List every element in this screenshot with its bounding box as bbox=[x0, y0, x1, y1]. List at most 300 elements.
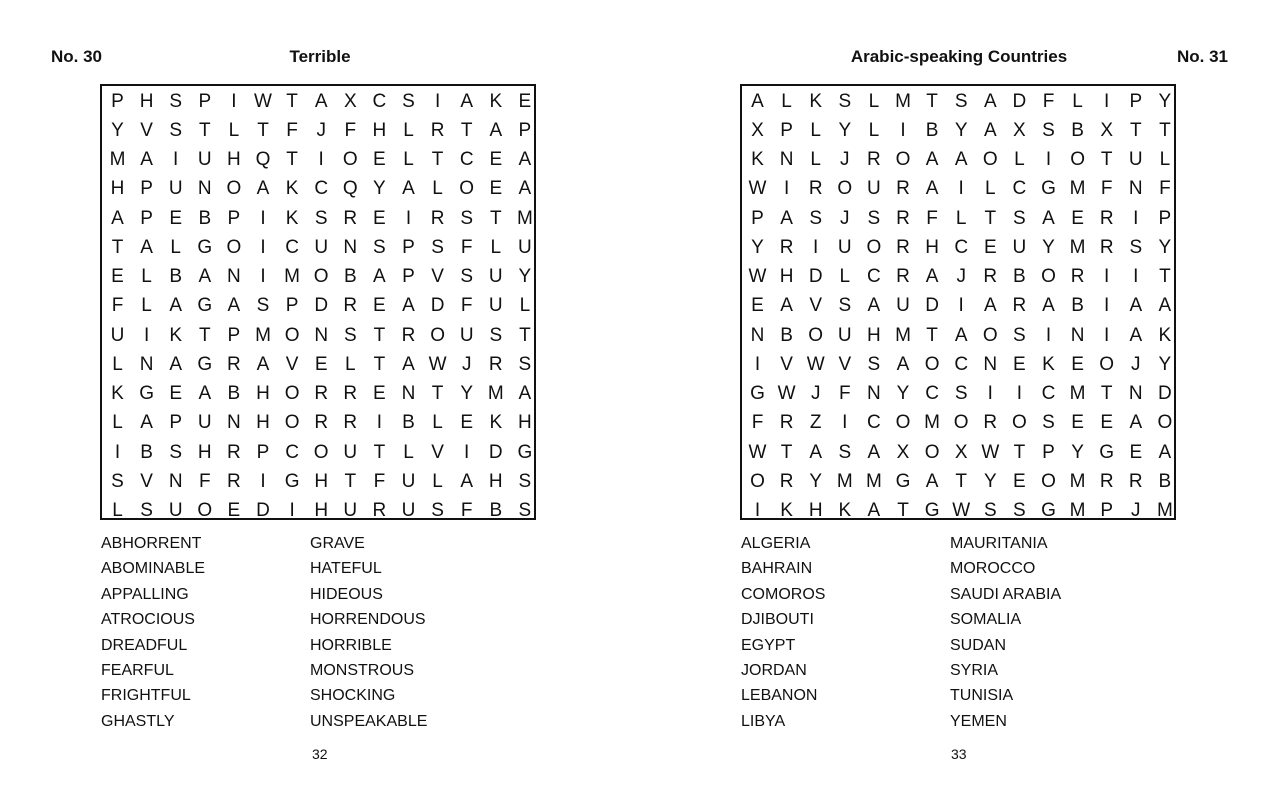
grid-letter[interactable]: T bbox=[198, 324, 211, 346]
grid-letter[interactable]: J bbox=[1131, 500, 1141, 521]
grid-letter[interactable]: K bbox=[489, 412, 503, 434]
grid-letter[interactable]: Y bbox=[111, 119, 124, 141]
grid-letter[interactable]: K bbox=[780, 500, 793, 521]
grid-letter[interactable]: T bbox=[519, 324, 531, 346]
grid-letter[interactable]: S bbox=[140, 500, 153, 521]
grid-letter[interactable]: F bbox=[460, 236, 473, 258]
grid-letter[interactable]: P bbox=[1100, 500, 1114, 521]
grid-letter[interactable]: O bbox=[866, 236, 882, 258]
grid-letter[interactable]: A bbox=[954, 149, 968, 170]
grid-letter[interactable]: L bbox=[781, 90, 792, 112]
grid-letter[interactable]: F bbox=[1100, 178, 1113, 200]
grid-letter[interactable]: F bbox=[1159, 178, 1171, 200]
grid-letter[interactable]: N bbox=[343, 236, 358, 258]
grid-letter[interactable]: U bbox=[488, 266, 503, 287]
grid-letter[interactable]: M bbox=[284, 266, 300, 287]
grid-letter[interactable]: A bbox=[227, 295, 241, 317]
grid-letter[interactable]: F bbox=[751, 412, 764, 434]
grid-letter[interactable]: R bbox=[983, 266, 998, 287]
grid-letter[interactable]: I bbox=[1104, 324, 1110, 346]
grid-letter[interactable]: F bbox=[460, 500, 473, 521]
grid-letter[interactable]: W bbox=[806, 353, 825, 375]
grid-letter[interactable]: A bbox=[518, 149, 532, 170]
grid-letter[interactable]: L bbox=[1014, 149, 1025, 170]
grid-letter[interactable]: H bbox=[314, 500, 329, 521]
grid-letter[interactable]: B bbox=[227, 383, 241, 404]
grid-letter[interactable]: B bbox=[140, 441, 153, 463]
grid-letter[interactable]: U bbox=[110, 324, 125, 346]
grid-letter[interactable]: C bbox=[867, 412, 881, 434]
grid-letter[interactable]: M bbox=[895, 90, 911, 112]
grid-letter[interactable]: A bbox=[954, 324, 968, 346]
grid-letter[interactable]: K bbox=[111, 383, 124, 404]
grid-letter[interactable]: A bbox=[1129, 324, 1143, 346]
grid-letter[interactable]: U bbox=[1128, 149, 1143, 170]
grid-letter[interactable]: T bbox=[1013, 441, 1026, 463]
grid-letter[interactable]: S bbox=[460, 207, 474, 229]
grid-letter[interactable]: D bbox=[430, 295, 445, 317]
grid-letter[interactable]: S bbox=[373, 236, 386, 258]
grid-letter[interactable]: S bbox=[1013, 500, 1026, 521]
grid-letter[interactable]: O bbox=[1041, 266, 1056, 287]
grid-letter[interactable]: A bbox=[169, 295, 183, 317]
grid-letter[interactable]: N bbox=[168, 470, 183, 492]
grid-letter[interactable]: I bbox=[1104, 90, 1110, 112]
grid-letter[interactable]: D bbox=[808, 266, 823, 287]
grid-letter[interactable]: X bbox=[896, 441, 910, 463]
grid-letter[interactable]: R bbox=[779, 236, 794, 258]
grid-letter[interactable]: L bbox=[868, 119, 880, 141]
grid-letter[interactable]: W bbox=[777, 383, 796, 404]
grid-letter[interactable]: V bbox=[838, 353, 852, 375]
grid-letter[interactable]: Y bbox=[751, 236, 764, 258]
grid-letter[interactable]: I bbox=[1045, 149, 1052, 170]
grid-letter[interactable]: S bbox=[256, 295, 270, 317]
grid-letter[interactable]: A bbox=[809, 441, 823, 463]
grid-letter[interactable]: C bbox=[954, 236, 969, 258]
grid-letter[interactable]: K bbox=[838, 500, 852, 521]
grid-letter[interactable]: E bbox=[1071, 207, 1084, 229]
grid-letter[interactable]: J bbox=[956, 266, 966, 287]
grid-letter[interactable]: L bbox=[112, 500, 123, 521]
grid-letter[interactable]: U bbox=[896, 295, 910, 317]
grid-letter[interactable]: Q bbox=[342, 178, 358, 200]
grid-letter[interactable]: A bbox=[780, 207, 793, 229]
grid-letter[interactable]: N bbox=[227, 412, 241, 434]
grid-letter[interactable]: B bbox=[780, 324, 793, 346]
grid-letter[interactable]: I bbox=[1016, 383, 1023, 404]
grid-letter[interactable]: L bbox=[112, 353, 123, 375]
grid-letter[interactable]: R bbox=[343, 295, 358, 317]
grid-letter[interactable]: M bbox=[487, 383, 504, 404]
grid-letter[interactable]: P bbox=[780, 119, 793, 141]
grid-letter[interactable]: H bbox=[227, 149, 241, 170]
grid-letter[interactable]: T bbox=[373, 324, 386, 346]
grid-letter[interactable]: B bbox=[1158, 470, 1172, 492]
grid-letter[interactable]: U bbox=[197, 149, 212, 170]
grid-letter[interactable]: R bbox=[1012, 295, 1027, 317]
grid-letter[interactable]: D bbox=[314, 295, 329, 317]
grid-letter[interactable]: T bbox=[926, 324, 938, 346]
grid-letter[interactable]: N bbox=[750, 324, 765, 346]
grid-letter[interactable]: S bbox=[111, 470, 124, 492]
grid-letter[interactable]: J bbox=[840, 149, 850, 170]
grid-letter[interactable]: G bbox=[197, 295, 213, 317]
grid-letter[interactable]: K bbox=[169, 324, 183, 346]
grid-letter[interactable]: S bbox=[489, 324, 503, 346]
grid-letter[interactable]: Y bbox=[954, 119, 968, 141]
grid-letter[interactable]: Y bbox=[809, 470, 823, 492]
grid-letter[interactable]: Y bbox=[1158, 353, 1172, 375]
grid-letter[interactable]: O bbox=[284, 383, 300, 404]
grid-letter[interactable]: R bbox=[1099, 207, 1114, 229]
grid-letter[interactable]: I bbox=[260, 266, 266, 287]
grid-letter[interactable]: O bbox=[430, 324, 445, 346]
grid-letter[interactable]: I bbox=[231, 90, 237, 112]
grid-letter[interactable]: H bbox=[256, 412, 270, 434]
grid-letter[interactable]: O bbox=[953, 412, 969, 434]
grid-letter[interactable]: E bbox=[1129, 441, 1143, 463]
grid-letter[interactable]: T bbox=[198, 119, 211, 141]
grid-letter[interactable]: S bbox=[1013, 324, 1026, 346]
grid-letter[interactable]: L bbox=[1072, 90, 1083, 112]
grid-letter[interactable]: R bbox=[343, 412, 358, 434]
grid-letter[interactable]: U bbox=[1012, 236, 1027, 258]
grid-letter[interactable]: A bbox=[1129, 295, 1143, 317]
grid-letter[interactable]: H bbox=[867, 324, 881, 346]
grid-letter[interactable]: U bbox=[401, 500, 416, 521]
grid-letter[interactable]: I bbox=[754, 353, 761, 375]
grid-letter[interactable]: C bbox=[372, 90, 387, 112]
grid-letter[interactable]: X bbox=[343, 90, 357, 112]
grid-letter[interactable]: S bbox=[343, 324, 357, 346]
grid-letter[interactable]: C bbox=[1041, 383, 1056, 404]
grid-letter[interactable]: I bbox=[1104, 295, 1110, 317]
grid-letter[interactable]: S bbox=[402, 90, 415, 112]
grid-letter[interactable]: L bbox=[228, 119, 240, 141]
grid-letter[interactable]: D bbox=[925, 295, 939, 317]
grid-letter[interactable]: B bbox=[1013, 266, 1026, 287]
grid-letter[interactable]: L bbox=[141, 266, 152, 287]
grid-letter[interactable]: I bbox=[754, 500, 761, 521]
grid-letter[interactable]: I bbox=[405, 207, 412, 229]
grid-letter[interactable]: O bbox=[750, 470, 765, 492]
grid-letter[interactable]: G bbox=[284, 470, 300, 492]
grid-letter[interactable]: N bbox=[401, 383, 416, 404]
grid-letter[interactable]: Y bbox=[1158, 236, 1172, 258]
grid-letter[interactable]: O bbox=[808, 324, 824, 346]
grid-letter[interactable]: A bbox=[867, 441, 881, 463]
grid-letter[interactable]: S bbox=[1042, 412, 1055, 434]
grid-letter[interactable]: L bbox=[810, 149, 821, 170]
grid-letter[interactable]: E bbox=[1100, 412, 1114, 434]
grid-letter[interactable]: I bbox=[260, 470, 266, 492]
grid-letter[interactable]: E bbox=[373, 149, 386, 170]
grid-letter[interactable]: T bbox=[1100, 149, 1113, 170]
grid-letter[interactable]: C bbox=[459, 149, 474, 170]
grid-letter[interactable]: M bbox=[836, 470, 853, 492]
grid-letter[interactable]: W bbox=[748, 441, 767, 463]
grid-letter[interactable]: P bbox=[1129, 90, 1143, 112]
grid-letter[interactable]: R bbox=[983, 412, 998, 434]
grid-letter[interactable]: M bbox=[924, 412, 940, 434]
grid-letter[interactable]: A bbox=[111, 207, 124, 229]
grid-letter[interactable]: B bbox=[343, 266, 357, 287]
grid-letter[interactable]: M bbox=[255, 324, 271, 346]
grid-letter[interactable]: N bbox=[867, 383, 881, 404]
grid-letter[interactable]: P bbox=[140, 178, 153, 200]
grid-letter[interactable]: L bbox=[345, 353, 356, 375]
grid-letter[interactable]: C bbox=[314, 178, 329, 200]
grid-letter[interactable]: P bbox=[751, 207, 764, 229]
grid-letter[interactable]: J bbox=[840, 207, 850, 229]
grid-letter[interactable]: I bbox=[1045, 324, 1052, 346]
grid-letter[interactable]: A bbox=[140, 149, 153, 170]
grid-letter[interactable]: O bbox=[342, 149, 358, 170]
grid-letter[interactable]: L bbox=[112, 412, 123, 434]
grid-letter[interactable]: N bbox=[1128, 383, 1143, 404]
grid-letter[interactable]: K bbox=[1158, 324, 1172, 346]
grid-letter[interactable]: R bbox=[227, 353, 241, 375]
grid-letter[interactable]: G bbox=[750, 383, 765, 404]
grid-letter[interactable]: P bbox=[402, 236, 415, 258]
grid-letter[interactable]: U bbox=[837, 324, 852, 346]
grid-letter[interactable]: I bbox=[260, 207, 266, 229]
grid-letter[interactable]: A bbox=[925, 470, 939, 492]
grid-letter[interactable]: U bbox=[168, 500, 183, 521]
grid-letter[interactable]: M bbox=[109, 149, 126, 170]
grid-letter[interactable]: E bbox=[314, 353, 328, 375]
grid-letter[interactable]: B bbox=[169, 266, 183, 287]
grid-letter[interactable]: G bbox=[895, 470, 911, 492]
grid-letter[interactable]: R bbox=[314, 412, 329, 434]
grid-letter[interactable]: U bbox=[197, 412, 212, 434]
grid-letter[interactable]: Y bbox=[373, 178, 386, 200]
grid-letter[interactable]: Y bbox=[460, 383, 474, 404]
grid-letter[interactable]: O bbox=[284, 412, 300, 434]
grid-letter[interactable]: A bbox=[1158, 295, 1172, 317]
grid-letter[interactable]: F bbox=[926, 207, 938, 229]
grid-letter[interactable]: O bbox=[1041, 470, 1056, 492]
grid-letter[interactable]: A bbox=[140, 412, 153, 434]
grid-letter[interactable]: A bbox=[373, 266, 386, 287]
grid-letter[interactable]: T bbox=[489, 207, 502, 229]
grid-letter[interactable]: R bbox=[896, 266, 910, 287]
grid-letter[interactable]: T bbox=[897, 500, 909, 521]
grid-letter[interactable]: C bbox=[867, 266, 881, 287]
grid-letter[interactable]: W bbox=[748, 178, 767, 200]
grid-letter[interactable]: O bbox=[226, 178, 242, 200]
grid-letter[interactable]: A bbox=[867, 500, 881, 521]
grid-letter[interactable]: E bbox=[227, 500, 241, 521]
grid-letter[interactable]: T bbox=[286, 90, 298, 112]
grid-letter[interactable]: E bbox=[1013, 470, 1026, 492]
grid-letter[interactable]: U bbox=[459, 324, 474, 346]
grid-letter[interactable]: M bbox=[1156, 500, 1173, 521]
grid-letter[interactable]: A bbox=[1158, 441, 1172, 463]
grid-letter[interactable]: I bbox=[958, 295, 964, 317]
grid-letter[interactable]: R bbox=[314, 383, 329, 404]
grid-letter[interactable]: E bbox=[111, 266, 124, 287]
grid-letter[interactable]: L bbox=[810, 119, 821, 141]
grid-letter[interactable]: S bbox=[838, 295, 852, 317]
grid-letter[interactable]: H bbox=[925, 236, 939, 258]
grid-letter[interactable]: A bbox=[256, 353, 270, 375]
grid-letter[interactable]: L bbox=[519, 295, 531, 317]
grid-letter[interactable]: R bbox=[1099, 236, 1114, 258]
grid-letter[interactable]: M bbox=[1069, 383, 1086, 404]
grid-letter[interactable]: Y bbox=[983, 470, 997, 492]
grid-letter[interactable]: G bbox=[1041, 500, 1056, 521]
grid-letter[interactable]: P bbox=[256, 441, 270, 463]
grid-letter[interactable]: K bbox=[809, 90, 823, 112]
grid-letter[interactable]: M bbox=[1069, 236, 1086, 258]
grid-letter[interactable]: N bbox=[197, 178, 212, 200]
grid-letter[interactable]: A bbox=[402, 295, 415, 317]
grid-letter[interactable]: E bbox=[460, 412, 474, 434]
grid-letter[interactable]: O bbox=[197, 500, 213, 521]
grid-letter[interactable]: U bbox=[401, 470, 416, 492]
grid-letter[interactable]: L bbox=[1159, 149, 1171, 170]
grid-letter[interactable]: T bbox=[431, 149, 444, 170]
grid-letter[interactable]: G bbox=[924, 500, 940, 521]
grid-letter[interactable]: L bbox=[985, 178, 996, 200]
grid-letter[interactable]: A bbox=[402, 178, 415, 200]
grid-letter[interactable]: L bbox=[432, 178, 443, 200]
grid-letter[interactable]: S bbox=[1042, 119, 1055, 141]
grid-letter[interactable]: H bbox=[518, 412, 532, 434]
grid-letter[interactable]: Q bbox=[255, 149, 271, 170]
grid-letter[interactable]: K bbox=[489, 90, 503, 112]
grid-letter[interactable]: S bbox=[460, 266, 474, 287]
grid-letter[interactable]: H bbox=[256, 383, 270, 404]
grid-letter[interactable]: E bbox=[751, 295, 764, 317]
grid-letter[interactable]: R bbox=[1070, 266, 1085, 287]
grid-letter[interactable]: I bbox=[289, 500, 295, 521]
grid-letter[interactable]: H bbox=[314, 470, 329, 492]
grid-letter[interactable]: U bbox=[314, 236, 329, 258]
grid-letter[interactable]: P bbox=[227, 207, 241, 229]
grid-letter[interactable]: W bbox=[254, 90, 272, 112]
grid-letter[interactable]: R bbox=[227, 470, 241, 492]
grid-letter[interactable]: M bbox=[895, 324, 911, 346]
grid-letter[interactable]: F bbox=[460, 295, 473, 317]
grid-letter[interactable]: L bbox=[170, 236, 181, 258]
grid-letter[interactable]: L bbox=[432, 470, 443, 492]
grid-letter[interactable]: D bbox=[256, 500, 270, 521]
grid-letter[interactable]: F bbox=[344, 119, 357, 141]
grid-letter[interactable]: R bbox=[808, 178, 823, 200]
grid-letter[interactable]: R bbox=[896, 178, 910, 200]
grid-letter[interactable]: A bbox=[140, 236, 153, 258]
grid-letter[interactable]: I bbox=[260, 236, 266, 258]
grid-letter[interactable]: U bbox=[867, 178, 881, 200]
grid-letter[interactable]: S bbox=[867, 353, 881, 375]
grid-letter[interactable]: E bbox=[489, 149, 503, 170]
grid-letter[interactable]: A bbox=[780, 295, 793, 317]
grid-letter[interactable]: F bbox=[111, 295, 124, 317]
grid-letter[interactable]: P bbox=[1042, 441, 1055, 463]
grid-letter[interactable]: N bbox=[314, 324, 329, 346]
grid-letter[interactable]: A bbox=[256, 178, 270, 200]
grid-letter[interactable]: X bbox=[954, 441, 968, 463]
grid-letter[interactable]: A bbox=[983, 90, 997, 112]
grid-letter[interactable]: A bbox=[751, 90, 764, 112]
grid-letter[interactable]: R bbox=[343, 383, 358, 404]
grid-letter[interactable]: A bbox=[925, 149, 939, 170]
grid-letter[interactable]: E bbox=[373, 295, 386, 317]
grid-letter[interactable]: Y bbox=[1071, 441, 1084, 463]
grid-letter[interactable]: S bbox=[867, 207, 881, 229]
grid-letter[interactable]: L bbox=[403, 119, 414, 141]
grid-letter[interactable]: U bbox=[488, 295, 503, 317]
grid-letter[interactable]: A bbox=[896, 353, 910, 375]
grid-letter[interactable]: A bbox=[198, 266, 212, 287]
grid-letter[interactable]: V bbox=[140, 119, 153, 141]
grid-letter[interactable]: O bbox=[1012, 412, 1027, 434]
grid-letter[interactable]: T bbox=[926, 90, 938, 112]
grid-letter[interactable]: R bbox=[227, 441, 241, 463]
grid-letter[interactable]: O bbox=[459, 178, 475, 200]
grid-letter[interactable]: W bbox=[952, 500, 971, 521]
grid-letter[interactable]: K bbox=[1042, 353, 1055, 375]
grid-letter[interactable]: N bbox=[1128, 178, 1143, 200]
grid-letter[interactable]: U bbox=[518, 236, 532, 258]
grid-letter[interactable]: O bbox=[924, 353, 940, 375]
grid-letter[interactable]: U bbox=[343, 441, 358, 463]
grid-letter[interactable]: X bbox=[1100, 119, 1114, 141]
grid-letter[interactable]: L bbox=[141, 295, 152, 317]
grid-letter[interactable]: N bbox=[779, 149, 794, 170]
grid-letter[interactable]: I bbox=[376, 412, 383, 434]
grid-letter[interactable]: Z bbox=[809, 412, 822, 434]
grid-letter[interactable]: I bbox=[958, 178, 964, 200]
grid-letter[interactable]: T bbox=[460, 119, 473, 141]
grid-letter[interactable]: K bbox=[285, 207, 299, 229]
grid-letter[interactable]: T bbox=[780, 441, 793, 463]
grid-letter[interactable]: I bbox=[813, 236, 819, 258]
grid-letter[interactable]: R bbox=[430, 119, 445, 141]
grid-letter[interactable]: S bbox=[954, 383, 968, 404]
grid-letter[interactable]: O bbox=[313, 266, 329, 287]
grid-letter[interactable]: T bbox=[286, 149, 298, 170]
grid-letter[interactable]: E bbox=[983, 236, 997, 258]
grid-letter[interactable]: R bbox=[867, 149, 881, 170]
grid-letter[interactable]: R bbox=[488, 353, 503, 375]
grid-letter[interactable]: V bbox=[431, 441, 444, 463]
grid-letter[interactable]: E bbox=[1013, 353, 1026, 375]
grid-letter[interactable]: R bbox=[896, 236, 910, 258]
grid-letter[interactable]: V bbox=[431, 266, 444, 287]
grid-letter[interactable]: O bbox=[226, 236, 242, 258]
grid-letter[interactable]: R bbox=[1099, 470, 1114, 492]
grid-letter[interactable]: Y bbox=[1158, 90, 1172, 112]
grid-letter[interactable]: O bbox=[1157, 412, 1173, 434]
grid-letter[interactable]: F bbox=[286, 119, 298, 141]
grid-letter[interactable]: U bbox=[168, 178, 183, 200]
grid-letter[interactable]: A bbox=[518, 383, 532, 404]
grid-letter[interactable]: L bbox=[490, 236, 502, 258]
grid-letter[interactable]: N bbox=[139, 353, 154, 375]
grid-letter[interactable]: R bbox=[343, 207, 358, 229]
grid-letter[interactable]: P bbox=[140, 207, 153, 229]
grid-letter[interactable]: C bbox=[285, 236, 299, 258]
grid-letter[interactable]: O bbox=[837, 178, 853, 200]
grid-letter[interactable]: O bbox=[284, 324, 300, 346]
grid-letter[interactable]: L bbox=[839, 266, 851, 287]
grid-letter[interactable]: G bbox=[517, 441, 533, 463]
grid-letter[interactable]: O bbox=[982, 324, 998, 346]
